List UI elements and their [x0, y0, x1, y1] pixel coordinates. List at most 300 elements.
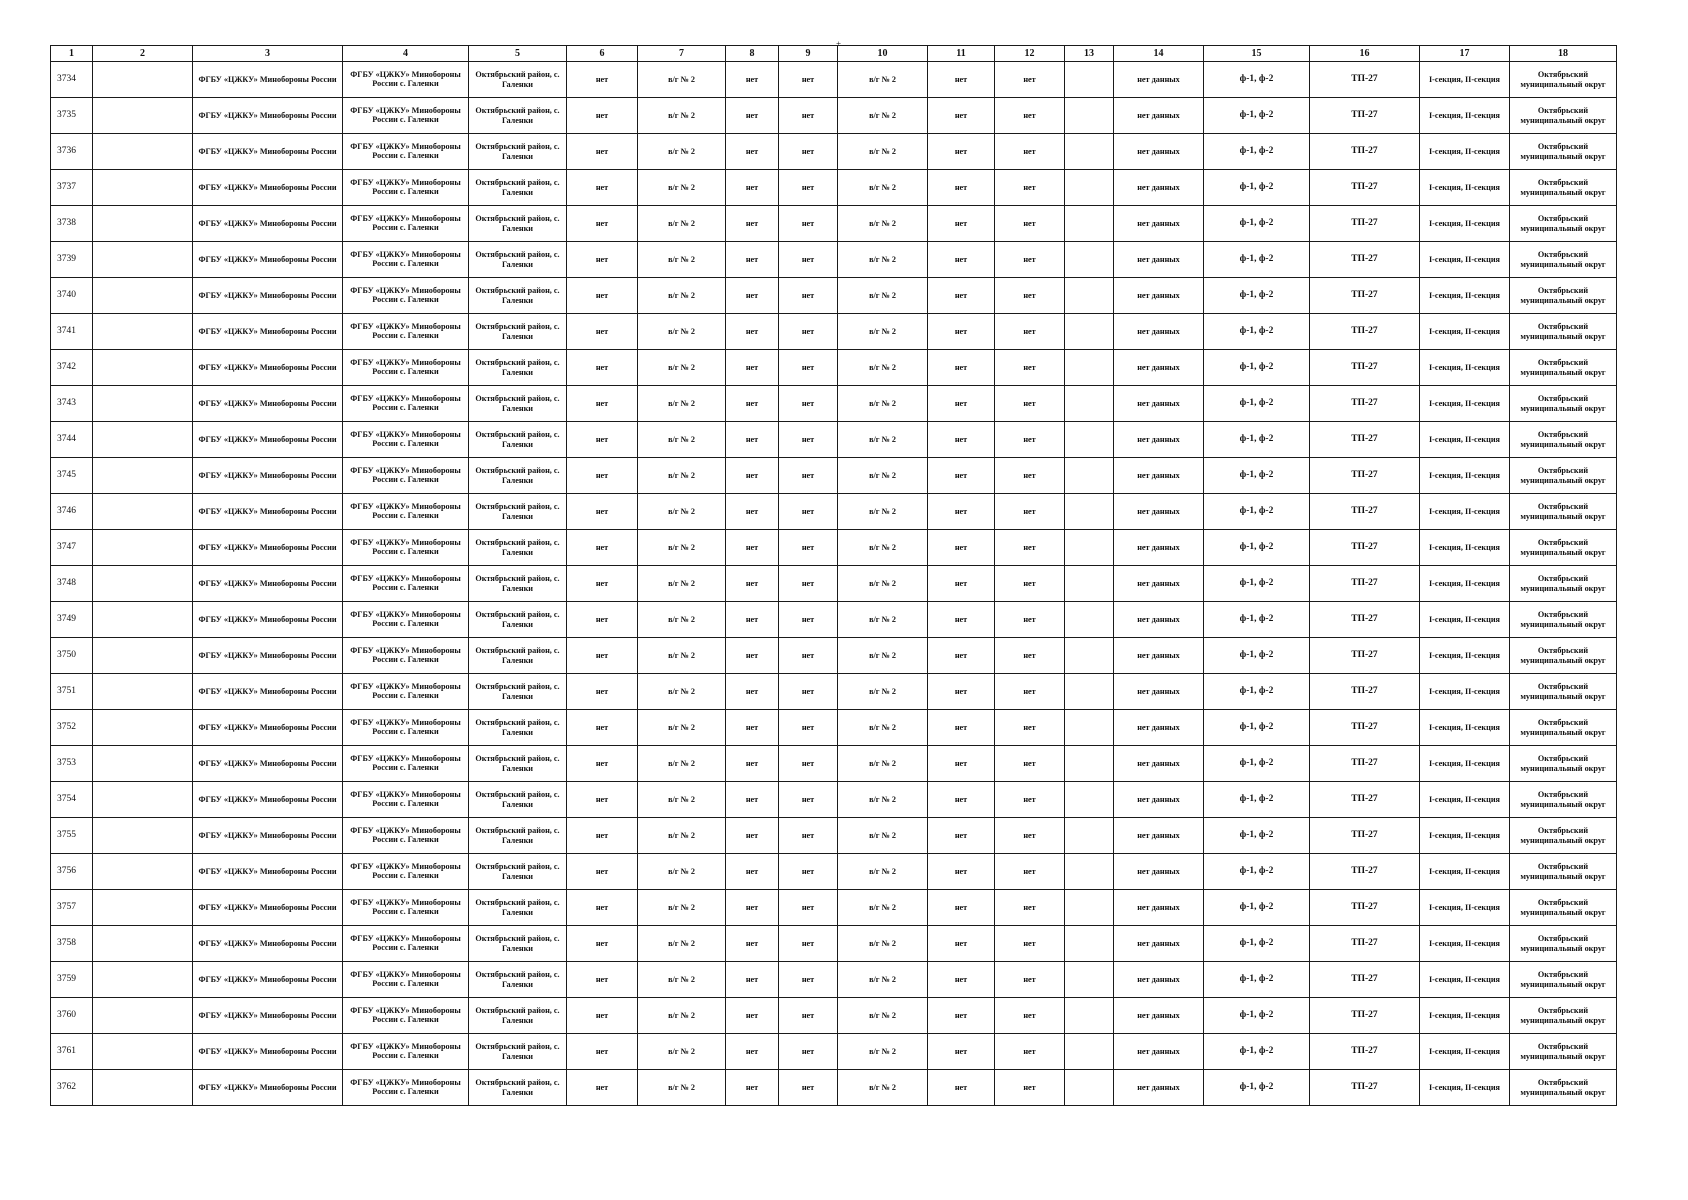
table-row — [51, 602, 1617, 638]
column-number-17: 17 — [1420, 46, 1510, 62]
town2-cell: в/г № 2 — [838, 242, 928, 278]
col13-cell — [1065, 98, 1114, 134]
feeder-cell: ф-1, ф-2 — [1204, 494, 1310, 530]
town-cell: в/г № 2 — [638, 422, 726, 458]
owner-cell: ФГБУ «ЦЖКУ» Минобороны России с. Галенки — [343, 98, 469, 134]
section-cell: I-секция, II-секция — [1420, 422, 1510, 458]
data-status-cell: нет данных — [1114, 98, 1204, 134]
town2-cell: в/г № 2 — [838, 782, 928, 818]
town2-cell: в/г № 2 — [838, 62, 928, 98]
substation-cell: ТП-27 — [1310, 710, 1420, 746]
col2-cell — [93, 926, 193, 962]
table-row — [51, 674, 1617, 710]
document-sheet — [50, 45, 1616, 1132]
column-number-row — [51, 46, 1617, 62]
table-row — [51, 1070, 1617, 1106]
section-cell: I-секция, II-секция — [1420, 1034, 1510, 1070]
town-cell: в/г № 2 — [638, 890, 726, 926]
town-cell: в/г № 2 — [638, 854, 726, 890]
district-cell: Октябрьский муниципальный округ — [1510, 1034, 1617, 1070]
col2-cell — [93, 242, 193, 278]
col2-cell — [93, 494, 193, 530]
col11-cell: нет — [928, 854, 995, 890]
col8-cell: нет — [726, 386, 779, 422]
data-status-cell: нет данных — [1114, 458, 1204, 494]
substation-cell: ТП-27 — [1310, 602, 1420, 638]
row-number: 3741 — [51, 314, 93, 350]
address-cell: Октябрьский район, с. Галенки — [469, 746, 567, 782]
district-cell: Октябрьский муниципальный округ — [1510, 458, 1617, 494]
col13-cell — [1065, 1070, 1114, 1106]
col12-cell: нет — [995, 566, 1065, 602]
col2-cell — [93, 62, 193, 98]
table-row — [51, 998, 1617, 1034]
owner-cell: ФГБУ «ЦЖКУ» Минобороны России с. Галенки — [343, 854, 469, 890]
col6-cell: нет — [567, 962, 638, 998]
organization-cell: ФГБУ «ЦЖКУ» Минобороны России — [193, 926, 343, 962]
district-cell: Октябрьский муниципальный округ — [1510, 602, 1617, 638]
address-cell: Октябрьский район, с. Галенки — [469, 386, 567, 422]
district-cell: Октябрьский муниципальный округ — [1510, 314, 1617, 350]
col11-cell: нет — [928, 494, 995, 530]
col13-cell — [1065, 602, 1114, 638]
row-number: 3754 — [51, 782, 93, 818]
district-cell: Октябрьский муниципальный округ — [1510, 170, 1617, 206]
col13-cell — [1065, 422, 1114, 458]
substation-cell: ТП-27 — [1310, 998, 1420, 1034]
address-cell: Октябрьский район, с. Галенки — [469, 494, 567, 530]
feeder-cell: ф-1, ф-2 — [1204, 1034, 1310, 1070]
address-cell: Октябрьский район, с. Галенки — [469, 134, 567, 170]
row-number: 3757 — [51, 890, 93, 926]
row-number: 3751 — [51, 674, 93, 710]
col2-cell — [93, 278, 193, 314]
table-row — [51, 314, 1617, 350]
section-cell: I-секция, II-секция — [1420, 278, 1510, 314]
address-cell: Октябрьский район, с. Галенки — [469, 62, 567, 98]
owner-cell: ФГБУ «ЦЖКУ» Минобороны России с. Галенки — [343, 926, 469, 962]
column-number-5: 5 — [469, 46, 567, 62]
table-row — [51, 170, 1617, 206]
column-number-8: 8 — [726, 46, 779, 62]
district-cell: Октябрьский муниципальный округ — [1510, 674, 1617, 710]
col13-cell — [1065, 962, 1114, 998]
col11-cell: нет — [928, 782, 995, 818]
substation-cell: ТП-27 — [1310, 1034, 1420, 1070]
col9-cell: нет — [779, 566, 838, 602]
col13-cell — [1065, 1034, 1114, 1070]
organization-cell: ФГБУ «ЦЖКУ» Минобороны России — [193, 962, 343, 998]
data-status-cell: нет данных — [1114, 566, 1204, 602]
table-row — [51, 962, 1617, 998]
feeder-cell: ф-1, ф-2 — [1204, 566, 1310, 602]
table-row — [51, 242, 1617, 278]
town-cell: в/г № 2 — [638, 962, 726, 998]
col9-cell: нет — [779, 170, 838, 206]
data-status-cell: нет данных — [1114, 206, 1204, 242]
organization-cell: ФГБУ «ЦЖКУ» Минобороны России — [193, 242, 343, 278]
col2-cell — [93, 998, 193, 1034]
row-number: 3755 — [51, 818, 93, 854]
column-number-9: 9 — [779, 46, 838, 62]
column-number-3: 3 — [193, 46, 343, 62]
col12-cell: нет — [995, 206, 1065, 242]
town2-cell: в/г № 2 — [838, 1070, 928, 1106]
col8-cell: нет — [726, 818, 779, 854]
col9-cell: нет — [779, 926, 838, 962]
row-number: 3744 — [51, 422, 93, 458]
col6-cell: нет — [567, 350, 638, 386]
row-number: 3742 — [51, 350, 93, 386]
row-number: 3752 — [51, 710, 93, 746]
district-cell: Октябрьский муниципальный округ — [1510, 638, 1617, 674]
data-status-cell: нет данных — [1114, 134, 1204, 170]
town-cell: в/г № 2 — [638, 98, 726, 134]
col6-cell: нет — [567, 566, 638, 602]
district-cell: Октябрьский муниципальный округ — [1510, 782, 1617, 818]
address-cell: Октябрьский район, с. Галенки — [469, 998, 567, 1034]
substation-cell: ТП-27 — [1310, 494, 1420, 530]
feeder-cell: ф-1, ф-2 — [1204, 350, 1310, 386]
table-row — [51, 566, 1617, 602]
district-cell: Октябрьский муниципальный округ — [1510, 962, 1617, 998]
column-number-16: 16 — [1310, 46, 1420, 62]
address-cell: Октябрьский район, с. Галенки — [469, 350, 567, 386]
town-cell: в/г № 2 — [638, 206, 726, 242]
town-cell: в/г № 2 — [638, 638, 726, 674]
col13-cell — [1065, 782, 1114, 818]
col8-cell: нет — [726, 494, 779, 530]
col8-cell: нет — [726, 530, 779, 566]
col2-cell — [93, 530, 193, 566]
col9-cell: нет — [779, 350, 838, 386]
substation-cell: ТП-27 — [1310, 134, 1420, 170]
table-row — [51, 710, 1617, 746]
table-row — [51, 1034, 1617, 1070]
owner-cell: ФГБУ «ЦЖКУ» Минобороны России с. Галенки — [343, 530, 469, 566]
owner-cell: ФГБУ «ЦЖКУ» Минобороны России с. Галенки — [343, 962, 469, 998]
col13-cell — [1065, 386, 1114, 422]
col13-cell — [1065, 134, 1114, 170]
col6-cell: нет — [567, 602, 638, 638]
col2-cell — [93, 170, 193, 206]
owner-cell: ФГБУ «ЦЖКУ» Минобороны России с. Галенки — [343, 242, 469, 278]
table-row — [51, 818, 1617, 854]
town2-cell: в/г № 2 — [838, 422, 928, 458]
data-status-cell: нет данных — [1114, 710, 1204, 746]
organization-cell: ФГБУ «ЦЖКУ» Минобороны России — [193, 206, 343, 242]
table-row — [51, 278, 1617, 314]
data-status-cell: нет данных — [1114, 422, 1204, 458]
col13-cell — [1065, 566, 1114, 602]
data-status-cell: нет данных — [1114, 674, 1204, 710]
owner-cell: ФГБУ «ЦЖКУ» Минобороны России с. Галенки — [343, 638, 469, 674]
organization-cell: ФГБУ «ЦЖКУ» Минобороны России — [193, 98, 343, 134]
row-number: 3750 — [51, 638, 93, 674]
substation-cell: ТП-27 — [1310, 1070, 1420, 1106]
col13-cell — [1065, 350, 1114, 386]
col11-cell: нет — [928, 206, 995, 242]
owner-cell: ФГБУ «ЦЖКУ» Минобороны России с. Галенки — [343, 134, 469, 170]
column-number-12: 12 — [995, 46, 1065, 62]
address-cell: Октябрьский район, с. Галенки — [469, 278, 567, 314]
col9-cell: нет — [779, 638, 838, 674]
organization-cell: ФГБУ «ЦЖКУ» Минобороны России — [193, 1070, 343, 1106]
col9-cell: нет — [779, 458, 838, 494]
col8-cell: нет — [726, 242, 779, 278]
town2-cell: в/г № 2 — [838, 134, 928, 170]
col11-cell: нет — [928, 422, 995, 458]
column-number-10: 10 — [838, 46, 928, 62]
col11-cell: нет — [928, 134, 995, 170]
data-status-cell: нет данных — [1114, 638, 1204, 674]
town-cell: в/г № 2 — [638, 314, 726, 350]
data-status-cell: нет данных — [1114, 818, 1204, 854]
data-status-cell: нет данных — [1114, 170, 1204, 206]
organization-cell: ФГБУ «ЦЖКУ» Минобороны России — [193, 818, 343, 854]
address-cell: Октябрьский район, с. Галенки — [469, 854, 567, 890]
substation-cell: ТП-27 — [1310, 638, 1420, 674]
section-cell: I-секция, II-секция — [1420, 62, 1510, 98]
data-status-cell: нет данных — [1114, 242, 1204, 278]
feeder-cell: ф-1, ф-2 — [1204, 314, 1310, 350]
col12-cell: нет — [995, 278, 1065, 314]
district-cell: Октябрьский муниципальный округ — [1510, 134, 1617, 170]
col8-cell: нет — [726, 782, 779, 818]
owner-cell: ФГБУ «ЦЖКУ» Минобороны России с. Галенки — [343, 890, 469, 926]
col9-cell: нет — [779, 854, 838, 890]
organization-cell: ФГБУ «ЦЖКУ» Минобороны России — [193, 422, 343, 458]
col9-cell: нет — [779, 422, 838, 458]
section-cell: I-секция, II-секция — [1420, 710, 1510, 746]
col11-cell: нет — [928, 170, 995, 206]
col12-cell: нет — [995, 422, 1065, 458]
table-row — [51, 638, 1617, 674]
col6-cell: нет — [567, 242, 638, 278]
town2-cell: в/г № 2 — [838, 386, 928, 422]
district-cell: Октябрьский муниципальный округ — [1510, 530, 1617, 566]
town-cell: в/г № 2 — [638, 782, 726, 818]
data-status-cell: нет данных — [1114, 494, 1204, 530]
data-status-cell: нет данных — [1114, 1070, 1204, 1106]
column-number-1: 1 — [51, 46, 93, 62]
col8-cell: нет — [726, 602, 779, 638]
address-cell: Октябрьский район, с. Галенки — [469, 242, 567, 278]
owner-cell: ФГБУ «ЦЖКУ» Минобороны России с. Галенки — [343, 422, 469, 458]
table-row — [51, 134, 1617, 170]
col6-cell: нет — [567, 170, 638, 206]
organization-cell: ФГБУ «ЦЖКУ» Минобороны России — [193, 710, 343, 746]
owner-cell: ФГБУ «ЦЖКУ» Минобороны России с. Галенки — [343, 998, 469, 1034]
table-row — [51, 422, 1617, 458]
section-cell: I-секция, II-секция — [1420, 98, 1510, 134]
organization-cell: ФГБУ «ЦЖКУ» Минобороны России — [193, 134, 343, 170]
town2-cell: в/г № 2 — [838, 458, 928, 494]
col12-cell: нет — [995, 98, 1065, 134]
organization-cell: ФГБУ «ЦЖКУ» Минобороны России — [193, 62, 343, 98]
data-status-cell: нет данных — [1114, 62, 1204, 98]
col11-cell: нет — [928, 386, 995, 422]
col9-cell: нет — [779, 206, 838, 242]
col2-cell — [93, 1070, 193, 1106]
col9-cell: нет — [779, 998, 838, 1034]
town2-cell: в/г № 2 — [838, 818, 928, 854]
town-cell: в/г № 2 — [638, 1070, 726, 1106]
col8-cell: нет — [726, 170, 779, 206]
col6-cell: нет — [567, 710, 638, 746]
col2-cell — [93, 602, 193, 638]
col9-cell: нет — [779, 890, 838, 926]
col13-cell — [1065, 62, 1114, 98]
section-cell: I-секция, II-секция — [1420, 926, 1510, 962]
address-cell: Октябрьский район, с. Галенки — [469, 206, 567, 242]
feeder-cell: ф-1, ф-2 — [1204, 782, 1310, 818]
col9-cell: нет — [779, 602, 838, 638]
section-cell: I-секция, II-секция — [1420, 782, 1510, 818]
town2-cell: в/г № 2 — [838, 926, 928, 962]
owner-cell: ФГБУ «ЦЖКУ» Минобороны России с. Галенки — [343, 494, 469, 530]
col8-cell: нет — [726, 278, 779, 314]
address-cell: Октябрьский район, с. Галенки — [469, 1070, 567, 1106]
col12-cell: нет — [995, 854, 1065, 890]
organization-cell: ФГБУ «ЦЖКУ» Минобороны России — [193, 674, 343, 710]
district-cell: Октябрьский муниципальный округ — [1510, 242, 1617, 278]
col11-cell: нет — [928, 998, 995, 1034]
district-cell: Октябрьский муниципальный округ — [1510, 710, 1617, 746]
col8-cell: нет — [726, 458, 779, 494]
row-number: 3735 — [51, 98, 93, 134]
col12-cell: нет — [995, 1070, 1065, 1106]
col9-cell: нет — [779, 494, 838, 530]
section-cell: I-секция, II-секция — [1420, 458, 1510, 494]
owner-cell: ФГБУ «ЦЖКУ» Минобороны России с. Галенки — [343, 710, 469, 746]
town2-cell: в/г № 2 — [838, 314, 928, 350]
col8-cell: нет — [726, 206, 779, 242]
section-cell: I-секция, II-секция — [1420, 890, 1510, 926]
col11-cell: нет — [928, 818, 995, 854]
table-row — [51, 926, 1617, 962]
table-row — [51, 530, 1617, 566]
substation-cell: ТП-27 — [1310, 566, 1420, 602]
col12-cell: нет — [995, 242, 1065, 278]
col2-cell — [93, 1034, 193, 1070]
feeder-cell: ф-1, ф-2 — [1204, 854, 1310, 890]
col6-cell: нет — [567, 314, 638, 350]
owner-cell: ФГБУ «ЦЖКУ» Минобороны России с. Галенки — [343, 458, 469, 494]
address-cell: Октябрьский район, с. Галенки — [469, 962, 567, 998]
town-cell: в/г № 2 — [638, 386, 726, 422]
data-status-cell: нет данных — [1114, 350, 1204, 386]
data-table — [50, 45, 1617, 1106]
section-cell: I-секция, II-секция — [1420, 962, 1510, 998]
district-cell: Октябрьский муниципальный округ — [1510, 1070, 1617, 1106]
col6-cell: нет — [567, 926, 638, 962]
col9-cell: нет — [779, 746, 838, 782]
town-cell: в/г № 2 — [638, 350, 726, 386]
col8-cell: нет — [726, 638, 779, 674]
col12-cell: нет — [995, 710, 1065, 746]
col6-cell: нет — [567, 386, 638, 422]
section-cell: I-секция, II-секция — [1420, 170, 1510, 206]
col11-cell: нет — [928, 962, 995, 998]
feeder-cell: ф-1, ф-2 — [1204, 962, 1310, 998]
col13-cell — [1065, 890, 1114, 926]
col6-cell: нет — [567, 62, 638, 98]
column-number-11: 11 — [928, 46, 995, 62]
col2-cell — [93, 422, 193, 458]
row-number: 3740 — [51, 278, 93, 314]
table-row — [51, 386, 1617, 422]
col12-cell: нет — [995, 314, 1065, 350]
col6-cell: нет — [567, 1034, 638, 1070]
address-cell: Октябрьский район, с. Галенки — [469, 782, 567, 818]
row-number: 3759 — [51, 962, 93, 998]
organization-cell: ФГБУ «ЦЖКУ» Минобороны России — [193, 602, 343, 638]
substation-cell: ТП-27 — [1310, 818, 1420, 854]
col9-cell: нет — [779, 242, 838, 278]
col13-cell — [1065, 458, 1114, 494]
address-cell: Октябрьский район, с. Галенки — [469, 314, 567, 350]
col2-cell — [93, 134, 193, 170]
col6-cell: нет — [567, 638, 638, 674]
col6-cell: нет — [567, 854, 638, 890]
district-cell: Октябрьский муниципальный округ — [1510, 98, 1617, 134]
feeder-cell: ф-1, ф-2 — [1204, 422, 1310, 458]
organization-cell: ФГБУ «ЦЖКУ» Минобороны России — [193, 782, 343, 818]
address-cell: Октябрьский район, с. Галенки — [469, 1034, 567, 1070]
col13-cell — [1065, 494, 1114, 530]
town2-cell: в/г № 2 — [838, 530, 928, 566]
column-number-14: 14 — [1114, 46, 1204, 62]
town-cell: в/г № 2 — [638, 998, 726, 1034]
col12-cell: нет — [995, 962, 1065, 998]
substation-cell: ТП-27 — [1310, 530, 1420, 566]
col13-cell — [1065, 170, 1114, 206]
town2-cell: в/г № 2 — [838, 710, 928, 746]
col2-cell — [93, 962, 193, 998]
col6-cell: нет — [567, 98, 638, 134]
data-status-cell: нет данных — [1114, 530, 1204, 566]
feeder-cell: ф-1, ф-2 — [1204, 998, 1310, 1034]
col13-cell — [1065, 818, 1114, 854]
col8-cell: нет — [726, 746, 779, 782]
substation-cell: ТП-27 — [1310, 782, 1420, 818]
section-cell: I-секция, II-секция — [1420, 818, 1510, 854]
col11-cell: нет — [928, 62, 995, 98]
table-row — [51, 890, 1617, 926]
organization-cell: ФГБУ «ЦЖКУ» Минобороны России — [193, 566, 343, 602]
owner-cell: ФГБУ «ЦЖКУ» Минобороны России с. Галенки — [343, 278, 469, 314]
col13-cell — [1065, 206, 1114, 242]
district-cell: Октябрьский муниципальный округ — [1510, 854, 1617, 890]
town2-cell: в/г № 2 — [838, 98, 928, 134]
address-cell: Октябрьский район, с. Галенки — [469, 710, 567, 746]
col13-cell — [1065, 746, 1114, 782]
row-number: 3748 — [51, 566, 93, 602]
town-cell: в/г № 2 — [638, 494, 726, 530]
district-cell: Октябрьский муниципальный округ — [1510, 206, 1617, 242]
table-row — [51, 494, 1617, 530]
address-cell: Октябрьский район, с. Галенки — [469, 170, 567, 206]
col13-cell — [1065, 998, 1114, 1034]
row-number: 3762 — [51, 1070, 93, 1106]
substation-cell: ТП-27 — [1310, 854, 1420, 890]
col11-cell: нет — [928, 602, 995, 638]
section-cell: I-секция, II-секция — [1420, 134, 1510, 170]
town-cell: в/г № 2 — [638, 602, 726, 638]
section-cell: I-секция, II-секция — [1420, 566, 1510, 602]
col2-cell — [93, 350, 193, 386]
